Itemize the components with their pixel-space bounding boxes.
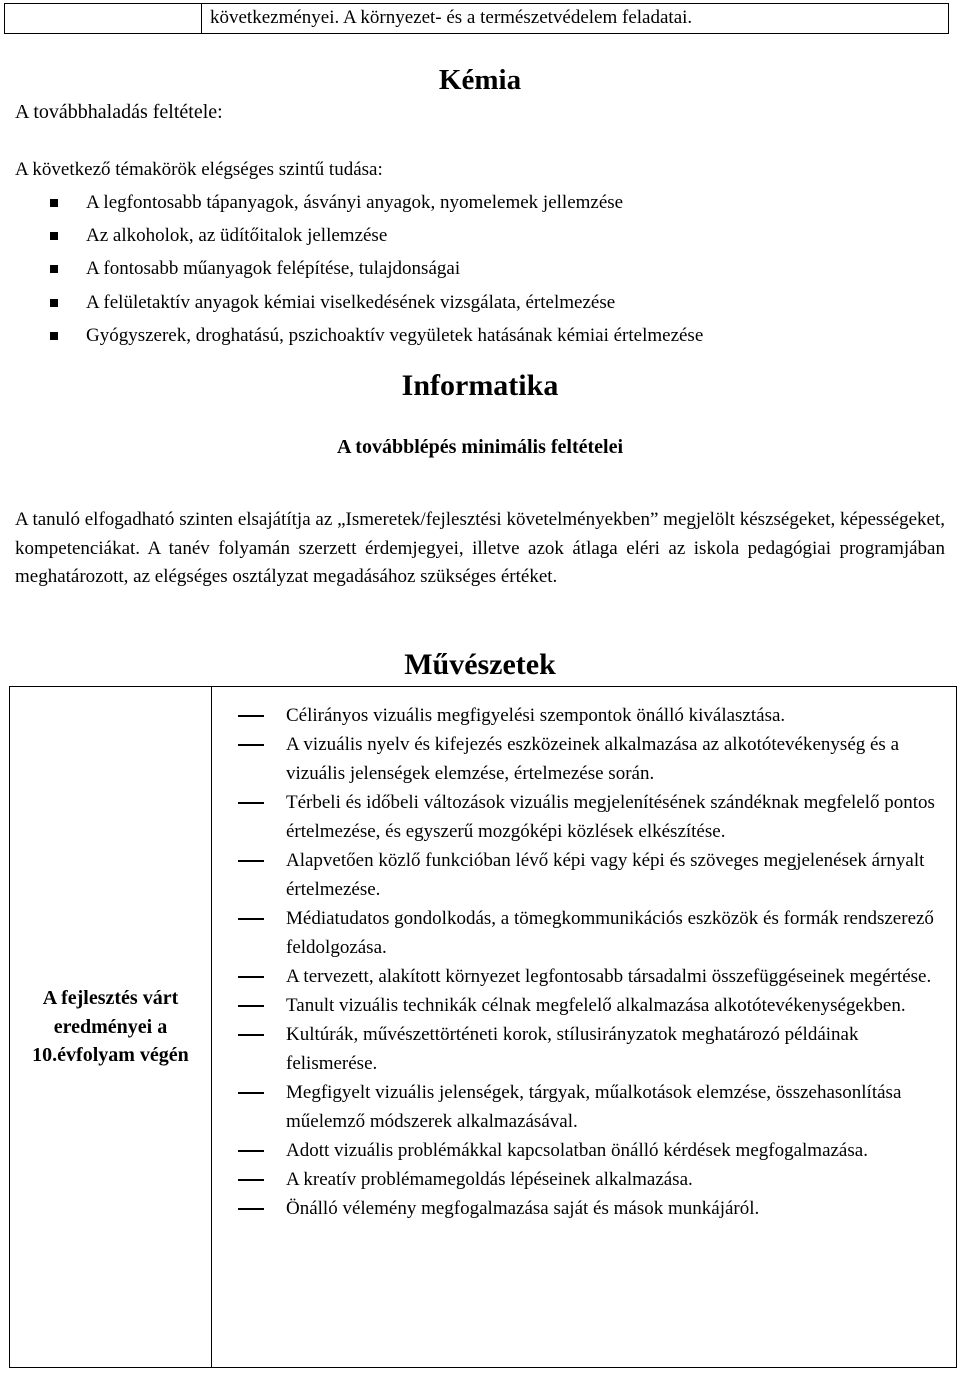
top-table-text: következményei. A környezet- és a természetvédelem feladatai. [210, 7, 693, 28]
list-item [50, 253, 703, 286]
top-table-left-cell [5, 4, 202, 33]
dash-bullet-icon [238, 715, 264, 717]
dash-bullet-icon [238, 860, 264, 862]
list-item-text: A tervezett, alakított környezet legfontosabb társadalmi összefüggéseinek megértése. [286, 966, 932, 987]
list-item-text: Megfigyelt vizuális jelenségek, tárgyak, műalkotások elemzése, összehasonlítása műelemző módszerek alkalmazásával. [286, 1082, 902, 1132]
dash-bullet-icon [238, 918, 264, 920]
top-table-fragment [4, 3, 949, 34]
dash-bullet-icon [238, 1208, 264, 1210]
dash-bullet-icon [238, 744, 264, 746]
kemia-intro: A következő témakörök elégséges szintű tudása: [15, 159, 383, 180]
list-item-text: A felületaktív anyagok kémiai viselkedésének vizsgálata, értelmezése [86, 291, 616, 313]
list-item-text: A kreatív problémamegoldás lépéseinek alkalmazása. [286, 1169, 693, 1190]
kemia-heading-text: Kémia [438, 64, 522, 96]
square-bullet-icon [50, 299, 58, 307]
list-item [212, 1136, 956, 1165]
muveszetek-table [9, 686, 957, 1368]
list-item [50, 286, 703, 319]
list-item [212, 788, 956, 846]
list-item [212, 730, 956, 788]
dash-bullet-icon [238, 976, 264, 978]
list-item-text: A fontosabb műanyagok felépítése, tulajdonságai [86, 258, 461, 280]
list-item [212, 1165, 956, 1194]
list-item [212, 1020, 956, 1078]
list-item [212, 1078, 956, 1136]
list-item-text: Célirányos vizuális megfigyelési szempontok önálló kiválasztása. [286, 705, 786, 726]
kemia-heading [0, 64, 960, 97]
dash-bullet-icon [238, 1005, 264, 1007]
informatika-heading: Informatika [401, 369, 559, 402]
list-item-text: Alapvetően közlő funkcióban lévő képi vagy képi és szöveges megjelenések árnyalt értelmezése. [286, 850, 925, 900]
list-item-text: Önálló vélemény megfogalmazása saját és mások munkájáról. [286, 1198, 760, 1219]
dash-bullet-icon [238, 1092, 264, 1094]
list-item-text: Médiatudatos gondolkodás, a tömegkommunikációs eszközök és formák rendszerező feldolgozása. [286, 908, 934, 958]
list-item-text: Gyógyszerek, droghatású, pszichoaktív vegyületek hatásának kémiai értelmezése [86, 324, 704, 346]
kemia-topic-list [50, 186, 703, 352]
square-bullet-icon [50, 199, 58, 207]
dash-bullet-icon [238, 1179, 264, 1181]
list-item [50, 219, 703, 252]
dash-bullet-icon [238, 1034, 264, 1036]
list-item [212, 904, 956, 962]
informatika-paragraph: A tanuló elfogadható szinten elsajátítja az „Ismeretek/fejlesztési követelményekben” megjelölt készségeket, képességeket, kompetenciákat. A tanév folyamán szerzett érdemjegyei, illetve azok átlaga eléri az iskola pedagógiai programjában meghatározott, az elégséges osztályzat megadásához szükséges értéket. [15, 509, 945, 587]
dash-bullet-icon [238, 1150, 264, 1152]
list-item [212, 846, 956, 904]
informatika-subheading: A továbblépés minimális feltételei [336, 436, 624, 458]
square-bullet-icon [50, 265, 58, 273]
list-item [212, 1194, 956, 1223]
list-item-text: Adott vizuális problémákkal kapcsolatban önálló kérdések megfogalmazása. [286, 1140, 868, 1161]
list-item [212, 991, 956, 1020]
square-bullet-icon [50, 332, 58, 340]
dash-bullet-icon [238, 802, 264, 804]
list-item-text: A legfontosabb tápanyagok, ásványi anyagok, nyomelemek jellemzése [86, 191, 624, 213]
list-item-text: Kultúrák, művészettörténeti korok, stílusirányzatok meghatározó példáinak felismerése. [286, 1024, 859, 1074]
muveszetek-left-label: A fejlesztés várt eredményei a 10.évfolyam végén [10, 687, 212, 1367]
list-item-text: Térbeli és időbeli változások vizuális megjelenítésének szándéknak megfelelő pontos értelmezése, és egyszerű mozgóképi közlések elkészítése. [286, 792, 935, 842]
square-bullet-icon [50, 232, 58, 240]
list-item-text: Tanult vizuális technikák célnak megfelelő alkalmazása alkotótevékenységekben. [286, 995, 906, 1016]
list-item [212, 701, 956, 730]
muveszetek-outcome-list [212, 701, 956, 1223]
list-item [50, 186, 703, 219]
list-item-text: A vizuális nyelv és kifejezés eszközeinek alkalmazása az alkotótevékenység és a vizuális jelenségek elemzése, értelmezése során. [286, 734, 900, 784]
muveszetek-heading: Művészetek [404, 648, 556, 681]
list-item [212, 962, 956, 991]
list-item [50, 319, 703, 352]
list-item-text: Az alkoholok, az üdítőitalok jellemzése [86, 224, 388, 246]
muveszetek-outcomes-cell [212, 687, 956, 1367]
kemia-condition-label: A továbbhaladás feltétele: [15, 101, 223, 123]
